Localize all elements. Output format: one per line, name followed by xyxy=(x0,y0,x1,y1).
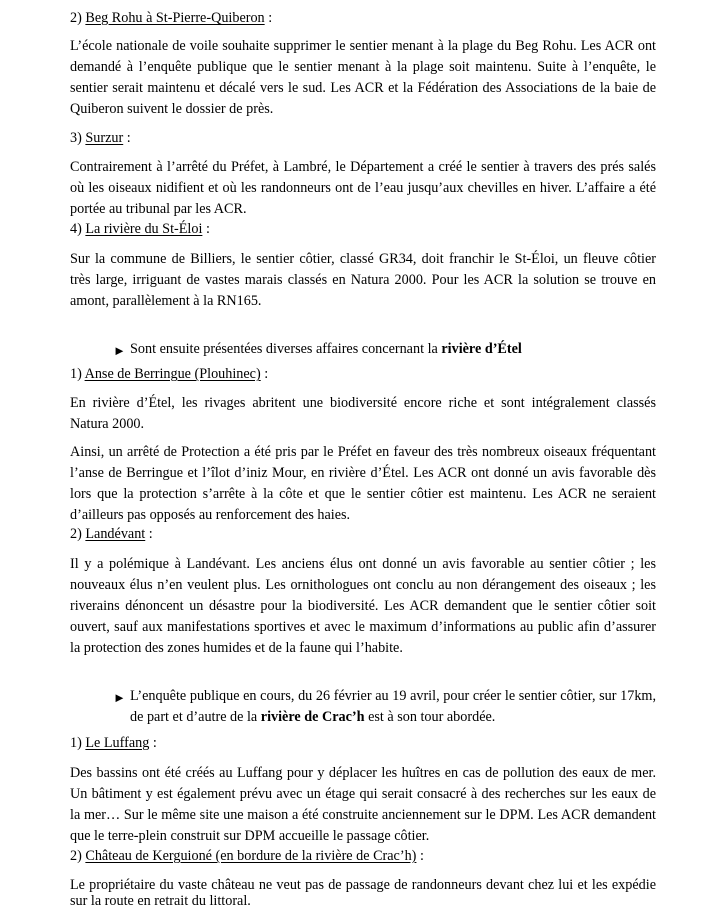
intro-text: de part et d’autre de la xyxy=(130,709,261,725)
section-number: 2) xyxy=(70,526,82,542)
section-number: 1) xyxy=(70,366,82,382)
paragraph-line: lors que la protection s’arrête à la côte et que le sentier côtier est maintenu. Les ACR ne seraient xyxy=(70,486,656,502)
paragraph-line: nouveaux élus n’en veulent plus. Les ornithologues ont conclu au non dérangement des oiseaux ; les xyxy=(70,577,656,593)
paragraph-line: que le terre-plein construit sur DPM accueille le passage côtier. xyxy=(70,828,430,844)
paragraph-line: la mer… Sur le même site une maison a été construite anciennement sur le DPM. Les ACR demandent xyxy=(70,807,656,823)
section-heading-surzur xyxy=(70,128,131,149)
section-colon: : xyxy=(202,221,210,237)
paragraph-line: En rivière d’Étel, les rivages abritent une biodiversité encore riche et sont intégralement classés xyxy=(70,395,656,411)
paragraph-line: la protection des zones humides et de la faune qui l’habite. xyxy=(70,640,403,656)
section-heading-landevant xyxy=(70,524,153,545)
paragraph-line: où les oiseaux nidifient et où les randonneurs ont de l’eau jusqu’aux chevilles en hiver. L’affaire a été xyxy=(70,180,656,196)
paragraph-line: Natura 2000. xyxy=(70,416,145,432)
paragraph-line: Le propriétaire du vaste château ne veut pas de passage de randonneurs devant chez lui et les expédie xyxy=(70,877,656,893)
section-number: 1) xyxy=(70,735,82,751)
section-heading-berringue xyxy=(70,364,268,385)
paragraph-line: L’école nationale de voile souhaite supprimer le sentier menant à la plage du Beg Rohu. Les ACR ont xyxy=(70,38,656,54)
paragraph-line: Quiberon suivent le dossier de près. xyxy=(70,101,274,117)
paragraph-line: portée au tribunal par les ACR. xyxy=(70,201,247,217)
section-number: 2) xyxy=(70,848,82,864)
paragraph-line: Ainsi, un arrêté de Protection a été pris par le Préfet en faveur des très nombreux oiseaux fréquentant xyxy=(70,444,656,460)
section-colon: : xyxy=(264,10,273,26)
crach-intro-line-2 xyxy=(130,707,495,728)
paragraph-line: très large, irriguant de vastes marais classés en Natura 2000. Pour les ACR la solution se trouve en xyxy=(70,272,656,288)
section-title: Anse de Berringue (Plouhinec) xyxy=(84,366,261,382)
section-heading-beg-rohu xyxy=(70,8,272,29)
paragraph-line: Sur la commune de Billiers, le sentier côtier, classé GR34, doit franchir le St-Éloi, un fleuve côtier xyxy=(70,251,656,267)
paragraph-line: amont, parallèlement à la RN165. xyxy=(70,293,262,309)
paragraph-line: demandé à l’enquête publique que le sentier menant à la plage soit maintenu. Suite à l’enquête, le xyxy=(70,59,656,75)
paragraph-line: d’ailleurs pas opposés au renforcement des haies. xyxy=(70,507,351,523)
paragraph-line: Des bassins ont été créés au Luffang pour y déplacer les huîtres en cas de pollution des eaux de mer. xyxy=(70,765,656,781)
section-colon: : xyxy=(123,130,131,146)
paragraph-line: ouvert, sauf aux manifestations sportives et avec le maximum d’informations au public afin d’assurer xyxy=(70,619,656,635)
section-title: La rivière du St-Éloi xyxy=(85,221,203,237)
section-heading-kerguione xyxy=(70,846,424,867)
section-colon: : xyxy=(260,366,269,382)
section-number: 3) xyxy=(70,130,82,146)
section-title: Landévant xyxy=(85,526,146,542)
paragraph-line: riverains dénoncent un désastre pour la biodiversité. Les ACR demandent que le sentier côtier soit xyxy=(70,598,656,614)
intro-text: Sont ensuite présentées diverses affaires concernant la xyxy=(130,341,442,357)
section-number: 2) xyxy=(70,10,82,26)
section-title: Le Luffang xyxy=(85,735,150,751)
section-colon: : xyxy=(145,526,153,542)
river-name: rivière de Crac’h xyxy=(260,709,365,725)
river-name: rivière d’Étel xyxy=(441,341,522,357)
paragraph-line: sentier serait maintenu et décalé vers le sud. Les ACR et la Fédération des Associations de la baie de xyxy=(70,80,656,96)
paragraph-line: sur la route en retrait du littoral. xyxy=(70,893,251,909)
paragraph-line: Contrairement à l’arrêté du Préfet, à Lambré, le Département a créé le sentier à travers des prés salés xyxy=(70,159,656,175)
paragraph-line: Un bâtiment y est également prévu avec un étage qui serait consacré à des recherches sur les eaux de xyxy=(70,786,656,802)
section-number: 4) xyxy=(70,221,82,237)
section-colon: : xyxy=(416,848,424,864)
arrow-bullet-icon: ► xyxy=(113,690,126,705)
crach-intro-line-1: L’enquête publique en cours, du 26 février au 19 avril, pour créer le sentier côtier, sur 17km, xyxy=(130,688,656,704)
arrow-bullet-icon: ► xyxy=(113,343,126,358)
paragraph-line: l’anse de Berringue et l’îlot d’iniz Mour, en rivière d’Étel. Les ACR ont donné un avis favorable dès xyxy=(70,465,656,481)
section-colon: : xyxy=(149,735,157,751)
etel-intro-line xyxy=(130,339,522,360)
section-title: Surzur xyxy=(85,130,124,146)
section-title: Château de Kerguioné (en bordure de la rivière de Crac’h) xyxy=(85,848,417,864)
paragraph-line: Il y a polémique à Landévant. Les anciens élus ont donné un avis favorable au sentier côtier ; les xyxy=(70,556,656,572)
section-heading-luffang xyxy=(70,733,157,754)
section-heading-st-eloi xyxy=(70,219,210,240)
section-title: Beg Rohu à St-Pierre-Quiberon xyxy=(85,10,265,26)
intro-text-end: est à son tour abordée. xyxy=(364,709,496,725)
